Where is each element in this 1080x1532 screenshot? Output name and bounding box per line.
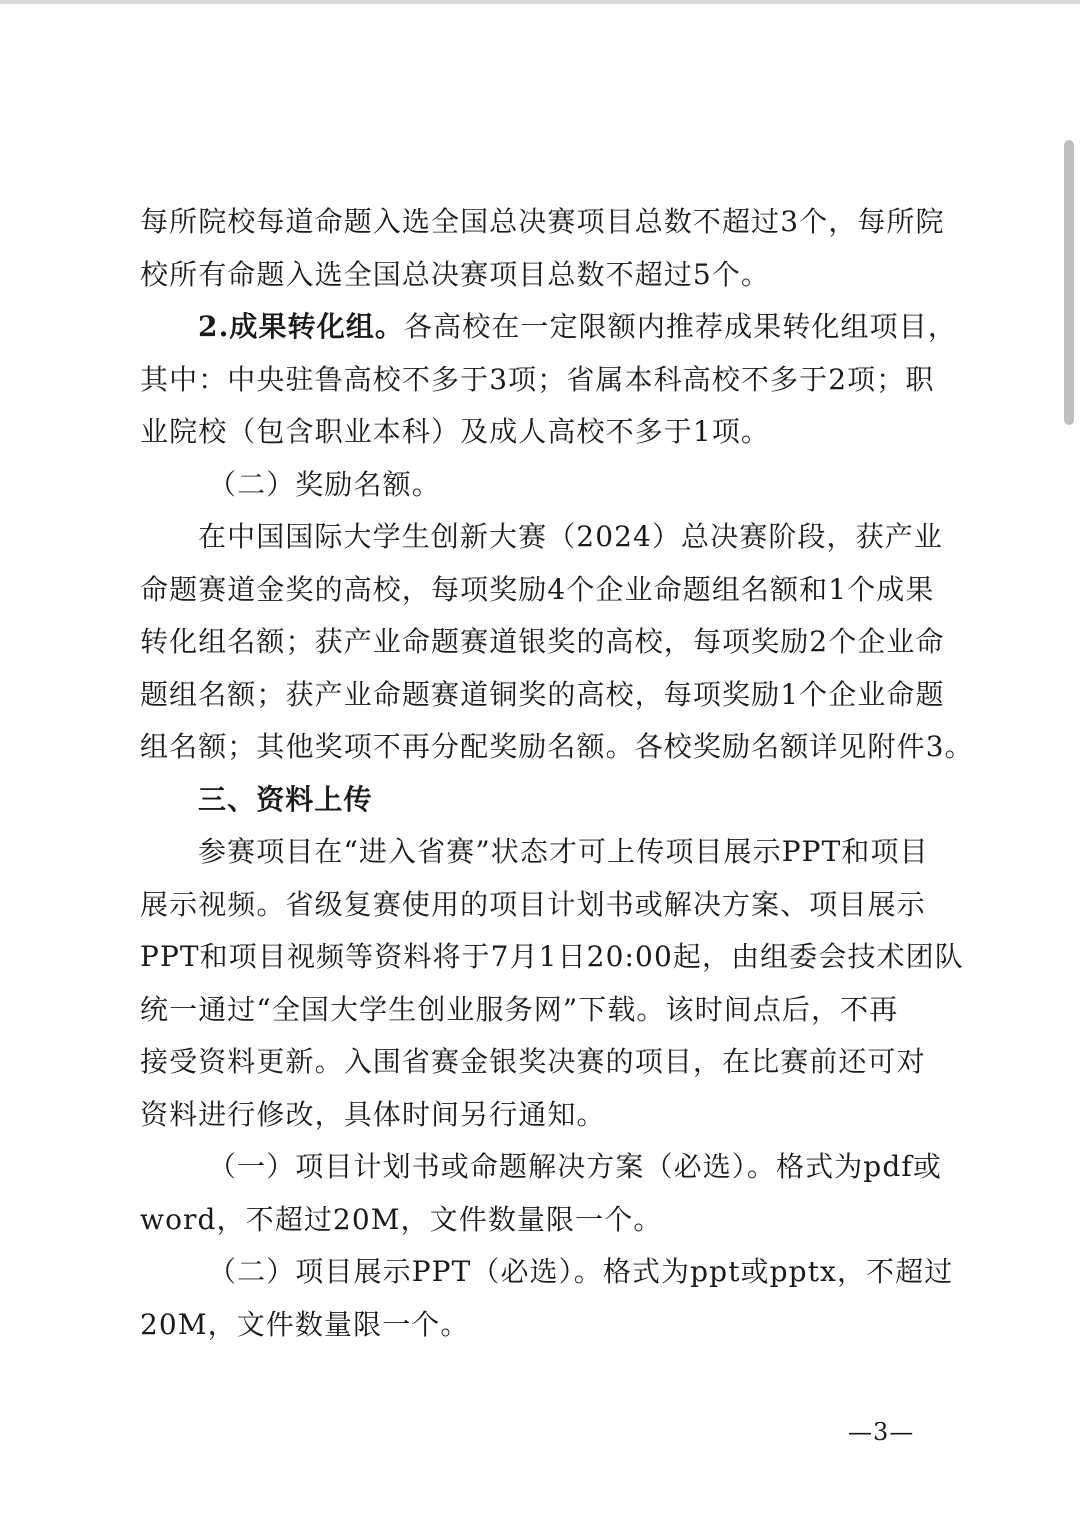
text-line: 接受资料更新。入围省赛金银奖决赛的项目，在比赛前还可对 <box>140 1045 926 1078</box>
text-line: 统一通过“全国大学生创业服务网”下载。该时间点后，不再 <box>140 992 899 1026</box>
text-line: 校所有命题入选全国总决赛项目总数不超过5个。 <box>140 257 771 291</box>
text-line: 每所院校每道命题入选全国总决赛项目总数不超过3个，每所院 <box>140 205 945 238</box>
page-number: —3— <box>848 1418 915 1446</box>
text-line: 其中：中央驻鲁高校不多于3项；省属本科高校不多于2项；职 <box>140 362 935 396</box>
text-line: 各高校在一定限额内推荐成果转化组项目， <box>404 310 957 343</box>
vertical-scrollbar[interactable] <box>1064 130 1074 430</box>
scrollbar-thumb[interactable] <box>1064 140 1074 425</box>
text-line: 参赛项目在“进入省赛”状态才可上传项目展示PPT和项目 <box>198 835 929 868</box>
text-line: 展示视频。省级复赛使用的项目计划书或解决方案、项目展示 <box>140 887 926 921</box>
heading-achievement-group: 2.成果转化组。 <box>198 310 405 343</box>
item-project-ppt: （二）项目展示PPT（必选）。格式为ppt或pptx，不超过 <box>208 1255 954 1288</box>
text-line: PPT和项目视频等资料将于7月1日20:00起，由组委会技术团队 <box>140 940 964 973</box>
text-line: 业院校（包含职业本科）及成人高校不多于1项。 <box>140 415 771 448</box>
text-line: word，不超过20M，文件数量限一个。 <box>140 1202 663 1236</box>
paragraph-achievement-group <box>140 301 957 354</box>
item-project-plan: （一）项目计划书或命题解决方案（必选）。格式为pdf或 <box>208 1150 942 1183</box>
text-line: 命题赛道金奖的高校，每项奖励4个企业命题组名额和1个成果 <box>140 572 935 606</box>
top-border <box>0 0 1080 4</box>
text-line: 转化组名额；获产业命题赛道银奖的高校，每项奖励2个企业命 <box>140 625 945 658</box>
text-line: 20M，文件数量限一个。 <box>140 1307 470 1341</box>
text-line: 题组名额；获产业命题赛道铜奖的高校，每项奖励1个企业命题 <box>140 677 945 711</box>
text-line: 组名额；其他奖项不再分配奖励名额。各校奖励名额详见附件3。 <box>140 730 974 763</box>
section-heading-reward-quota: （二）奖励名额。 <box>208 467 441 501</box>
document-body <box>140 196 974 1351</box>
section-heading-material-upload: 三、资料上传 <box>198 782 373 816</box>
text-line: 在中国国际大学生创新大赛（2024）总决赛阶段，获产业 <box>198 520 943 553</box>
text-line: 资料进行修改，具体时间另行通知。 <box>140 1097 606 1131</box>
